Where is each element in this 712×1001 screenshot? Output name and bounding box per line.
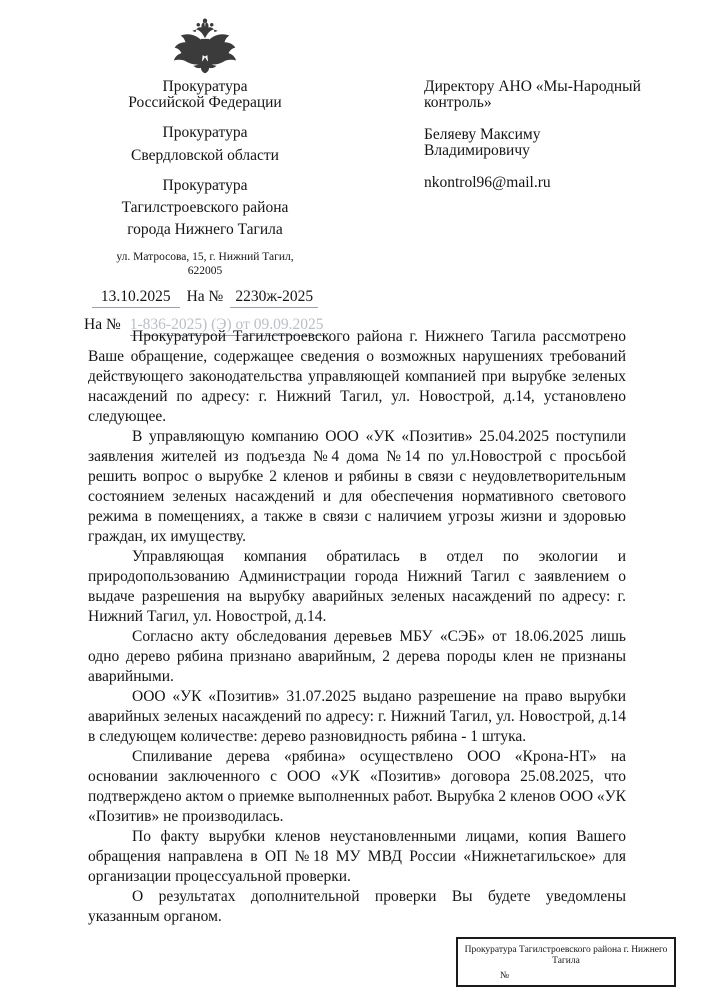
body-paragraph: О результатах дополнительной проверки Вы будете уведомлены указанным органом. — [88, 888, 626, 925]
letter-body — [88, 327, 626, 927]
recipient-name-line2: Владимировичу — [424, 142, 530, 159]
body-paragraph: По факту вырубки кленов неустановленными лицами, копия Вашего обращения направлена в ОП №18 МУ МВД России «Нижнетагильское» для организации процессуальной проверки. — [88, 828, 626, 885]
sender-address-line1: ул. Матросова, 15, г. Нижний Тагил, — [116, 251, 294, 263]
outgoing-number: 2230ж-2025 — [230, 288, 318, 308]
recipient-name-line1: Беляеву Максиму — [424, 126, 541, 143]
outgoing-number-label: На № — [186, 288, 224, 305]
org-district-line3: города Нижнего Тагила — [127, 221, 283, 238]
body-paragraph: Управляющая компания обратилась в отдел по экологии и природопользованию Администрации города Нижний Тагил с заявлением о выдаче разрешения на вырубку аварийных зеленых насаждений по адресу: г. Нижний Тагил, ул. Новострой, д.14. — [88, 548, 626, 625]
org-region-line1: Прокуратура — [162, 124, 248, 141]
letter-date: 13.10.2025 — [92, 288, 180, 308]
letterhead — [84, 18, 326, 336]
stamp-number-label: № — [500, 971, 510, 981]
stamp-org-line1: Прокуратура Тагилстроевского района г. Нижнего — [464, 945, 668, 955]
incoming-number: 1-836-2025) (Э) от 09.09.2025 — [130, 316, 326, 336]
recipient-title-line2: контроль» — [424, 94, 492, 111]
org-region — [84, 121, 326, 167]
body-paragraph: ООО «УК «Позитив» 31.07.2025 выдано разрешение на право вырубки аварийных зеленых насаждений по адресу: г. Нижний Тагил, ул. Новострой, д.14 в следующем количестве: дерево разновидность рябина - 1 штука. — [88, 688, 626, 745]
recipient-email: nkontrol96@mail.ru — [424, 174, 551, 191]
registration-stamp-box — [456, 937, 676, 987]
org-federation-line1: Прокуратура — [162, 78, 248, 95]
org-region-line2: Свердловской области — [131, 147, 279, 164]
org-district-line1: Прокуратура — [162, 177, 248, 194]
stamp-org-line2: Тагила — [552, 956, 580, 966]
recipient-title-line1: Директору АНО «Мы-Народный — [424, 78, 641, 95]
org-federation-line2: Российской Федерации — [128, 94, 282, 111]
incoming-number-label: На № — [84, 316, 121, 333]
recipient-title — [424, 79, 680, 111]
russian-coat-of-arms-icon — [171, 18, 239, 76]
org-district-line2: Тагилстроевского района — [121, 199, 289, 216]
outgoing-reference-line — [84, 288, 326, 308]
body-paragraph: Спиливание дерева «рябина» осуществлено ООО «Крона-НТ» на основании заключенного с ООО «УК «Позитив» договора 25.08.2025, что подтверждено актом о приемке выполненных работ. Вырубка 2 кленов ООО «УК «Позитив» не производилась. — [88, 748, 626, 825]
body-paragraph: Прокуратурой Тагилстроевского района г. Нижнего Тагила рассмотрено Ваше обращение, содержащее сведения о возможных нарушениях требований действующего законодательства управляющей компанией при вырубке зеленых насаждений по адресу: г. Нижний Тагил, ул. Новострой, д.14, установлено следующее. — [88, 328, 626, 425]
sender-address-line2: 622005 — [187, 265, 223, 277]
recipient-name — [424, 127, 680, 159]
recipient-block — [424, 79, 680, 191]
body-paragraph: Согласно акту обследования деревьев МБУ «СЭБ» от 18.06.2025 лишь одно дерево рябина признано аварийным, 2 дерева породы клен не признаны аварийными. — [88, 628, 626, 685]
org-district — [84, 175, 326, 241]
body-paragraph: В управляющую компанию ООО «УК «Позитив» 25.04.2025 поступили заявления жителей из подъезда №4 дома №14 по ул.Новострой с просьбой решить вопрос о вырубке 2 кленов и рябины в связи с неудовлетворительным состоянием зеленых насаждений и для обеспечения нормативного светового режима в помещениях, а также в связи с наличием угрозы жизни и здоровью граждан, их имуществу. — [88, 428, 626, 545]
org-federation — [84, 79, 326, 111]
sender-address — [84, 250, 326, 278]
